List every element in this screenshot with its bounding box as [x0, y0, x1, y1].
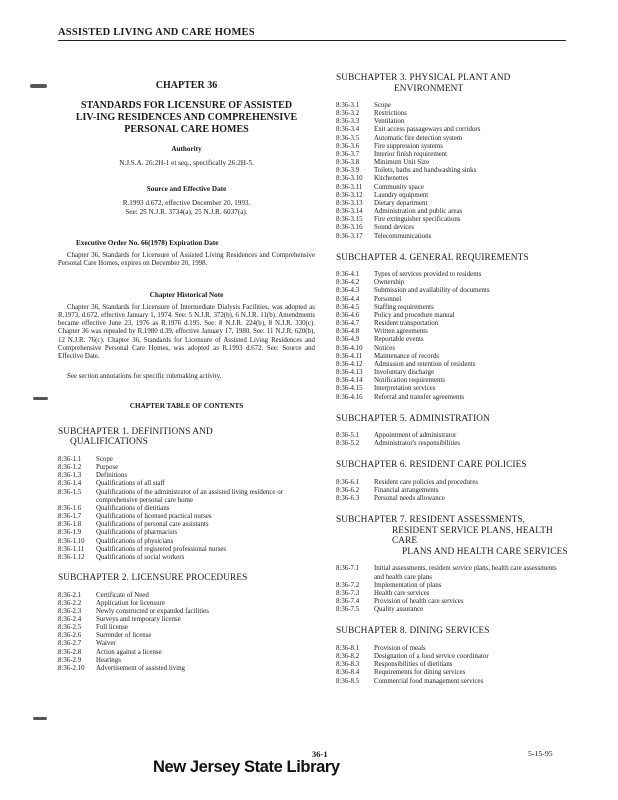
toc-entry: [336, 606, 568, 614]
executive-order-text: Chapter 36, Standards for Licensure of Assisted Living Residences and Comprehensive Personal Care Homes, expires on December 20, 1998.: [58, 252, 315, 268]
subchapter-heading-line: SUBCHAPTER 6. RESIDENT CARE POLICIES: [336, 460, 527, 471]
section-title: Appointment of administrator: [374, 432, 457, 440]
subchapter-entries: [336, 479, 568, 503]
table-of-contents-label: CHAPTER TABLE OF CONTENTS: [129, 401, 244, 410]
section-title: Personal needs allowance: [374, 495, 445, 503]
section-title: Application for licensure: [96, 599, 165, 607]
subchapter-heading-line: SUBCHAPTER 5. ADMINISTRATION: [336, 413, 490, 424]
section-title: Hearings: [96, 656, 121, 664]
section-title: Community space: [374, 183, 424, 191]
toc-entry: [336, 216, 568, 224]
section-title: Dietary department: [374, 199, 428, 207]
subchapter-heading-line: ENVIRONMENT: [394, 83, 464, 94]
toc-entry: [336, 385, 568, 393]
section-number: 8:36-4.10: [336, 344, 363, 352]
section-number: 8:36-5.1: [336, 432, 360, 440]
section-title: Initial assessments, resident service plans, health care assessments and health care plans: [374, 565, 557, 581]
toc-entry: [336, 110, 568, 118]
section-title: Automatic fire detection system: [374, 134, 463, 142]
toc-entry: [58, 521, 315, 529]
section-title: Requirements for dining services: [374, 669, 466, 677]
subchapter-heading-line: PLANS AND HEALTH CARE SERVICES: [402, 546, 568, 557]
section-title: Quality assurance: [374, 606, 424, 614]
section-title: Fire extinguisher specifications: [374, 216, 461, 224]
toc-entry: [336, 598, 568, 606]
toc-entry: [336, 669, 568, 677]
toc-entry: [58, 657, 315, 665]
section-number: 8:36-2.1: [58, 591, 82, 599]
section-number: 8:36-4.13: [336, 369, 363, 377]
library-stamp: New Jersey State Library: [153, 758, 340, 776]
section-number: 8:36-3.9: [336, 167, 360, 175]
toc-entry: [336, 377, 568, 385]
section-title: Qualifications of social workers: [96, 553, 185, 561]
section-title: Maintenance of records: [374, 352, 440, 360]
toc-entry: [58, 665, 315, 673]
section-title: Full license: [96, 624, 128, 632]
toc-entry: [336, 143, 568, 151]
toc-entry: [336, 224, 568, 232]
subchapter-block: [336, 73, 568, 241]
section-number: 8:36-2.7: [58, 640, 82, 648]
subchapter-heading: [336, 460, 568, 471]
source-text: [58, 199, 315, 217]
section-title: Resident care policies and procedures: [374, 478, 479, 486]
section-number: 8:36-3.15: [336, 216, 363, 224]
section-number: 8:36-6.1: [336, 478, 360, 486]
section-number: 8:36-6.3: [336, 495, 360, 503]
section-number: 8:36-4.9: [336, 336, 360, 344]
toc-entry: [336, 118, 568, 126]
toc-entry: [336, 336, 568, 344]
section-number: 8:36-2.3: [58, 607, 82, 615]
toc-entry: [336, 126, 568, 134]
subchapter-entries: [58, 592, 315, 674]
section-number: 8:36-1.9: [58, 529, 82, 537]
subchapter-block: [58, 573, 315, 673]
toc-entry: [58, 538, 315, 546]
toc-entry: [58, 554, 315, 562]
section-title: Certificate of Need: [96, 591, 149, 599]
section-title: Provision of health care services: [374, 598, 464, 606]
section-title: Provision of meals: [374, 644, 426, 652]
section-number: 8:36-4.8: [336, 328, 360, 336]
section-title: Telecommunications: [374, 232, 432, 240]
toc-entry: [336, 361, 568, 369]
toc-entry: [336, 353, 568, 361]
left-column: [58, 73, 315, 673]
subchapter-heading-line: SUBCHAPTER 8. DINING SERVICES: [336, 626, 490, 637]
toc-entry: [336, 200, 568, 208]
toc-entry: [336, 653, 568, 661]
toc-entry: [336, 287, 568, 295]
section-title: Administrator's responsibilities: [374, 440, 461, 448]
section-number: 8:36-3.8: [336, 159, 360, 167]
toc-entry: [336, 167, 568, 175]
section-number: 8:36-3.2: [336, 110, 360, 118]
section-title: Toilets, baths and handwashing sinks: [374, 167, 477, 175]
toc-entry: [336, 279, 568, 287]
subchapter-heading: [336, 626, 568, 637]
subchapter-heading: [58, 573, 315, 584]
section-title: Qualifications of dietitians: [96, 504, 170, 512]
section-number: 8:36-1.8: [58, 521, 82, 529]
section-title: Written agreements: [374, 328, 428, 336]
toc-entry: [336, 432, 568, 440]
toc-entry: [58, 472, 315, 480]
section-title: Interpretation services: [374, 385, 436, 393]
subchapter-block: [58, 427, 315, 562]
right-subchapters: [336, 73, 568, 686]
section-title: Sound devices: [374, 224, 414, 232]
toc-entry: [58, 546, 315, 554]
subchapter-heading: [336, 253, 568, 264]
section-title: Qualifications of all staff: [96, 480, 165, 488]
section-number: 8:36-8.5: [336, 677, 360, 685]
section-title: Staffing requirements: [374, 303, 434, 311]
toc-entry: [58, 456, 315, 464]
section-title: Referral and transfer agreements: [374, 393, 465, 401]
toc-entry: [58, 640, 315, 648]
section-number: 8:36-2.8: [58, 648, 82, 656]
section-number: 8:36-1.7: [58, 513, 82, 521]
section-number: 8:36-7.2: [336, 581, 360, 589]
section-number: 8:36-4.5: [336, 303, 360, 311]
section-number: 8:36-3.10: [336, 175, 363, 183]
section-title: Reportable events: [374, 336, 424, 344]
toc-entry: [58, 464, 315, 472]
toc-entry: [336, 487, 568, 495]
source-line-1: R.1993 d.672, effective December 20, 1993.: [122, 199, 251, 207]
section-number: 8:36-7.3: [336, 589, 360, 597]
section-number: 8:36-8.1: [336, 644, 360, 652]
subchapter-block: [336, 626, 568, 685]
section-title: Types of services provided to residents: [374, 271, 482, 279]
section-title: Advertisement of assisted living: [96, 664, 185, 672]
section-title: Ventilation: [374, 118, 405, 126]
section-title: Qualifications of the administrator of an assisted living residence or comprehensive personal care home: [96, 488, 283, 504]
section-title: Waiver: [96, 640, 116, 648]
section-title: Admission and retention of residents: [374, 360, 476, 368]
section-title: Fire suppression systems: [374, 142, 443, 150]
toc-entry: [58, 513, 315, 521]
toc-entry: [336, 582, 568, 590]
subchapter-block: [336, 515, 568, 614]
section-number: 8:36-3.1: [336, 102, 360, 109]
section-title: Purpose: [96, 464, 119, 472]
left-subchapters: [58, 427, 315, 673]
section-number: 8:36-2.2: [58, 599, 82, 607]
section-number: 8:36-4.4: [336, 295, 360, 303]
section-title: Minimum Unit Size: [374, 159, 430, 167]
toc-entry: [336, 645, 568, 653]
punch-mark-middle: [33, 397, 48, 400]
toc-entry: [336, 320, 568, 328]
section-title: Personnel: [374, 295, 402, 303]
section-number: 8:36-4.16: [336, 393, 363, 401]
historical-note-text: Chapter 36, Standards for Licensure of Intermediate Dialysis Facilities, was adopted as R.1973, d.672, effective January 1, 1974. See: 5 N.J.R. 372(b), 6 N.J.R. 11(b). Amendments became effective June 23, 1976 as R.1976 d.195. See: 8 N.J.R. 224(b), 8 N.J.R. 330(c). Chapter 36 was repealed by R.1980 d.39, effective January 17, 1980. See: 11 N.J.R. 620(b), 12 N.J.R. 76(c). Chapter 36, Standards for Licensure of Assisted Living Residences and Comprehensive Personal Care Homes, was adopted as R.1993 d.672. See: Source and Effective Date.: [58, 303, 315, 361]
subchapter-entries: [58, 456, 315, 562]
section-title: Laundry equipment: [374, 191, 429, 199]
subchapter-entries: [336, 271, 568, 402]
section-number: 8:36-4.7: [336, 320, 360, 328]
toc-entry: [58, 608, 315, 616]
toc-entry: [336, 590, 568, 598]
section-title: Financial arrangements: [374, 487, 439, 495]
punch-mark-top: [30, 84, 47, 88]
section-number: 8:36-2.9: [58, 656, 82, 664]
section-number: 8:36-1.4: [58, 480, 82, 488]
chapter-title: STANDARDS FOR LICENSURE OF ASSISTED LIV-ING RESIDENCES AND COMPREHENSIVE PERSONAL CARE HOMES: [75, 100, 298, 135]
section-title: Implementation of plans: [374, 581, 442, 589]
section-number: 8:36-7.5: [336, 606, 360, 614]
section-number: 8:36-4.3: [336, 287, 360, 295]
section-number: 8:36-3.4: [336, 126, 360, 134]
section-number: 8:36-2.5: [58, 624, 82, 632]
toc-entry: [58, 616, 315, 624]
toc-entry: [336, 479, 568, 487]
section-title: Responsibilities of dietitians: [374, 661, 453, 669]
toc-entry: [336, 304, 568, 312]
subchapter-heading-line: SUBCHAPTER 4. GENERAL REQUIREMENTS: [336, 252, 529, 263]
section-number: 8:36-2.10: [58, 664, 85, 672]
section-title: Newly constructed or expanded facilities: [96, 607, 209, 615]
section-title: Kitchenettes: [374, 175, 409, 183]
subchapter-heading-line: SUBCHAPTER 1. DEFINITIONS AND: [58, 426, 213, 437]
revision-date: 5-15-95: [528, 749, 553, 758]
authority-text: N.J.S.A. 26:2H-1 et seq., specifically 26:2H-5.: [119, 159, 254, 167]
toc-entry: [336, 565, 568, 581]
section-number: 8:36-4.14: [336, 377, 363, 385]
toc-entry: [336, 151, 568, 159]
toc-entry: [336, 233, 568, 241]
section-number: 8:36-8.3: [336, 661, 360, 669]
toc-entry: [336, 192, 568, 200]
section-number: 8:36-1.1: [58, 455, 82, 463]
see-annotations-text: See section annotations for specific rulemaking activity.: [67, 372, 222, 380]
section-number: 8:36-1.10: [58, 537, 85, 545]
chapter-number: CHAPTER 36: [155, 80, 218, 91]
section-number: 8:36-1.5: [58, 488, 82, 496]
section-number: 8:36-1.12: [58, 553, 85, 561]
section-number: 8:36-4.2: [336, 279, 360, 287]
subchapter-heading-line: SUBCHAPTER 7. RESIDENT ASSESSMENTS,: [336, 515, 526, 526]
subchapter-heading: [336, 414, 568, 425]
toc-entry: [58, 529, 315, 537]
section-title: Scope: [96, 455, 113, 463]
subchapter-entries: [336, 565, 568, 614]
subchapter-block: [336, 253, 568, 402]
subchapter-entries: [336, 102, 568, 241]
source-line-2: See: 25 N.J.R. 3734(a), 25 N.J.R. 6037(a).: [125, 208, 248, 216]
toc-entry: [58, 480, 315, 488]
section-number: 8:36-1.6: [58, 504, 82, 512]
toc-entry: [336, 102, 568, 110]
section-number: 8:36-1.11: [58, 545, 85, 553]
historical-note-label: Chapter Historical Note: [149, 290, 224, 299]
section-number: 8:36-1.3: [58, 472, 82, 480]
section-number: 8:36-3.6: [336, 142, 360, 150]
toc-entry: [336, 678, 568, 686]
section-number: 8:36-3.3: [336, 118, 360, 126]
section-title: Qualifications of personal care assistants: [96, 521, 209, 529]
section-title: Definitions: [96, 472, 128, 480]
toc-entry: [58, 600, 315, 608]
section-number: 8:36-3.13: [336, 199, 363, 207]
toc-entry: [58, 592, 315, 600]
toc-entry: [336, 208, 568, 216]
toc-entry: [58, 489, 315, 505]
section-number: 8:36-4.12: [336, 360, 363, 368]
section-title: Ownership: [374, 279, 405, 287]
toc-entry: [58, 649, 315, 657]
page-number: 36-1: [312, 749, 328, 759]
subchapter-heading: [336, 73, 568, 94]
section-title: Qualifications of physicians: [96, 537, 174, 545]
section-title: Qualifications of registered professional nurses: [96, 545, 227, 553]
section-title: Interior finish requirement: [374, 150, 448, 158]
section-title: Restrictions: [374, 110, 407, 118]
running-head: ASSISTED LIVING AND CARE HOMES: [58, 27, 566, 41]
section-title: Involuntary discharge: [374, 369, 435, 377]
subchapter-heading-line: SUBCHAPTER 3. PHYSICAL PLANT AND: [336, 73, 511, 83]
toc-entry: [58, 505, 315, 513]
toc-entry: [336, 661, 568, 669]
subchapter-block: [336, 414, 568, 449]
section-number: 8:36-2.6: [58, 632, 82, 640]
toc-entry: [336, 296, 568, 304]
section-number: 8:36-4.1: [336, 271, 360, 279]
section-title: Qualifications of licensed practical nurses: [96, 513, 212, 521]
section-title: Designation of a food service coordinator: [374, 653, 489, 661]
subchapter-heading-line: RESIDENT SERVICE PLANS, HEALTH CARE: [392, 525, 553, 547]
section-title: Administration and public areas: [374, 208, 463, 216]
toc-entry: [58, 632, 315, 640]
authority-label: Authority: [171, 145, 202, 153]
section-title: Action against a license: [96, 648, 162, 656]
section-title: Notices: [374, 344, 396, 352]
section-title: Surrender of license: [96, 632, 152, 640]
section-number: 8:36-4.15: [336, 385, 363, 393]
toc-entry: [336, 328, 568, 336]
subchapter-entries: [336, 645, 568, 686]
toc-entry: [336, 175, 568, 183]
section-number: 8:36-8.4: [336, 669, 360, 677]
section-title: Submission and availability of documents: [374, 287, 490, 295]
section-title: Exit access passageways and corridors: [374, 126, 481, 134]
toc-entry: [336, 159, 568, 167]
toc-entry: [58, 624, 315, 632]
section-title: Surveys and temporary license: [96, 615, 181, 623]
section-title: Policy and procedure manual: [374, 311, 455, 319]
right-column: [336, 73, 568, 686]
source-label: Source and Effective Date: [146, 185, 227, 193]
punch-mark-bottom: [33, 717, 47, 720]
section-number: 8:36-3.11: [336, 183, 363, 191]
section-title: Scope: [374, 102, 391, 109]
toc-entry: [336, 312, 568, 320]
section-number: 8:36-3.5: [336, 134, 360, 142]
section-number: 8:36-3.14: [336, 208, 363, 216]
section-number: 8:36-7.1: [336, 565, 360, 573]
section-number: 8:36-2.4: [58, 615, 82, 623]
section-title: Resident transportation: [374, 320, 439, 328]
subchapter-block: [336, 460, 568, 503]
toc-entry: [336, 495, 568, 503]
subchapter-heading: [336, 515, 568, 557]
section-title: Qualifications of pharmacists: [96, 529, 178, 537]
section-title: Notification requirements: [374, 377, 445, 385]
section-number: 8:36-5.2: [336, 440, 360, 448]
section-number: 8:36-4.11: [336, 352, 363, 360]
toc-entry: [336, 394, 568, 402]
toc-entry: [336, 135, 568, 143]
section-number: 8:36-3.16: [336, 224, 363, 232]
subchapter-heading: [58, 427, 315, 448]
section-number: 8:36-3.17: [336, 232, 363, 240]
toc-entry: [336, 271, 568, 279]
section-number: 8:36-7.4: [336, 598, 360, 606]
section-number: 8:36-4.6: [336, 311, 360, 319]
subchapter-heading-line: QUALIFICATIONS: [70, 437, 148, 448]
section-number: 8:36-3.12: [336, 191, 363, 199]
section-number: 8:36-6.2: [336, 487, 360, 495]
toc-entry: [336, 440, 568, 448]
subchapter-heading-line: SUBCHAPTER 2. LICENSURE PROCEDURES: [58, 573, 248, 583]
executive-order-label: Executive Order No. 66(1978) Expiration Date: [76, 239, 219, 247]
section-number: 8:36-8.2: [336, 653, 360, 661]
section-title: Commercial food management services: [374, 677, 484, 685]
section-number: 8:36-1.2: [58, 464, 82, 472]
subchapter-entries: [336, 432, 568, 448]
toc-entry: [336, 369, 568, 377]
section-title: Health care services: [374, 589, 430, 597]
toc-entry: [336, 345, 568, 353]
section-number: 8:36-3.7: [336, 150, 360, 158]
toc-entry: [336, 184, 568, 192]
